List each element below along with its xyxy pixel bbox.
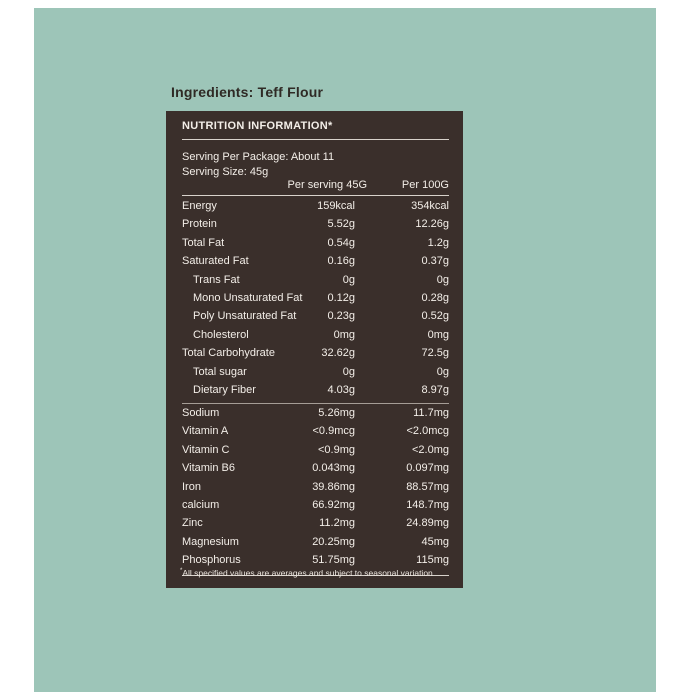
value-per-100g: <2.0mg xyxy=(412,443,449,456)
serving-size: Serving Size: 45g xyxy=(182,166,269,178)
serving-per-package: Serving Per Package: About 11 xyxy=(182,151,335,163)
value-per-serving: 51.75mg xyxy=(312,554,355,567)
value-per-100g: 12.26g xyxy=(415,218,449,231)
table-row xyxy=(182,215,449,233)
table-row xyxy=(182,404,449,422)
nutrient-name: Magnesium xyxy=(182,535,239,548)
table-row xyxy=(182,514,449,532)
nutrient-name: Vitamin B6 xyxy=(182,462,235,475)
table-row xyxy=(182,381,449,399)
table-row xyxy=(182,234,449,252)
nutrient-name: calcium xyxy=(182,498,220,511)
value-per-serving: <0.9mg xyxy=(318,443,355,456)
nutrition-label xyxy=(166,111,463,588)
table-row xyxy=(182,363,449,381)
nutrient-name: Zinc xyxy=(182,517,203,530)
table-row xyxy=(182,289,449,307)
nutrient-name: Cholesterol xyxy=(193,328,249,341)
nutrient-name: Poly Unsaturated Fat xyxy=(193,310,297,323)
nutrient-name: Phosphorus xyxy=(182,554,241,567)
nutrient-name: Sodium xyxy=(182,407,220,419)
nutrient-name: Total Carbohydrate xyxy=(182,347,275,360)
value-per-serving: 39.86mg xyxy=(312,480,355,493)
value-per-serving: 159kcal xyxy=(317,200,355,212)
table-row xyxy=(182,441,449,459)
value-per-serving: 0g xyxy=(342,273,355,286)
value-per-serving: 0.54g xyxy=(327,236,355,249)
nutrient-name: Energy xyxy=(182,200,217,212)
header-divider xyxy=(182,195,449,196)
value-per-100g: 88.57mg xyxy=(406,480,449,493)
table-row xyxy=(182,422,449,440)
nutrient-table-main xyxy=(182,197,449,399)
value-per-100g: 354kcal xyxy=(411,200,449,212)
table-row xyxy=(182,307,449,325)
value-per-100g: 45mg xyxy=(421,535,449,548)
nutrient-name: Total sugar xyxy=(193,365,247,378)
value-per-serving: <0.9mcg xyxy=(312,425,355,438)
nutrient-name: Saturated Fat xyxy=(182,255,249,268)
value-per-100g: 0g xyxy=(436,365,449,378)
value-per-serving: 0.23g xyxy=(327,310,355,323)
value-per-100g: <2.0mcg xyxy=(406,425,449,438)
footnote xyxy=(180,568,433,578)
footnote-text: All specified values are averages and subject to seasonal variation xyxy=(182,568,433,578)
value-per-serving: 11.2mg xyxy=(319,517,355,530)
table-row xyxy=(182,271,449,289)
column-header-per-serving: Per serving 45G xyxy=(287,179,367,191)
value-per-100g: 0g xyxy=(436,273,449,286)
nutrient-name: Dietary Fiber xyxy=(193,383,256,396)
value-per-100g: 72.5g xyxy=(421,347,449,360)
value-per-100g: 0.52g xyxy=(421,310,449,323)
table-row xyxy=(182,496,449,514)
nutrient-name: Vitamin C xyxy=(182,443,230,456)
nutrient-name: Trans Fat xyxy=(193,273,240,286)
value-per-serving: 0.16g xyxy=(327,255,355,268)
value-per-100g: 115mg xyxy=(416,554,449,567)
table-row xyxy=(182,252,449,270)
value-per-serving: 0g xyxy=(342,365,355,378)
table-row xyxy=(182,551,449,569)
column-header-per-100g: Per 100G xyxy=(401,179,449,191)
nutrient-name: Vitamin A xyxy=(182,425,229,438)
value-per-serving: 20.25mg xyxy=(312,535,355,548)
value-per-serving: 66.92mg xyxy=(312,498,355,511)
table-row xyxy=(182,478,449,496)
value-per-100g: 11.7mg xyxy=(413,407,449,419)
ingredients-heading: Ingredients: Teff Flour xyxy=(171,84,324,100)
table-row xyxy=(182,533,449,551)
nutrient-name: Protein xyxy=(182,218,217,231)
nutrient-name: Total Fat xyxy=(182,236,225,249)
footnote-marker: * xyxy=(180,568,183,575)
value-per-100g: 148.7mg xyxy=(406,498,449,511)
table-row xyxy=(182,344,449,362)
value-per-serving: 5.26mg xyxy=(318,407,355,419)
nutrient-table-minerals xyxy=(182,404,449,570)
value-per-100g: 0.28g xyxy=(421,291,449,304)
value-per-serving: 0.043mg xyxy=(312,462,355,475)
table-row xyxy=(182,326,449,344)
value-per-100g: 24.89mg xyxy=(406,517,449,530)
value-per-serving: 0.12g xyxy=(327,291,355,304)
value-per-100g: 0.37g xyxy=(421,255,449,268)
value-per-serving: 0mg xyxy=(333,328,355,341)
value-per-serving: 5.52g xyxy=(327,218,355,231)
value-per-100g: 0mg xyxy=(427,328,449,341)
value-per-serving: 32.62g xyxy=(321,347,355,360)
nutrient-name: Mono Unsaturated Fat xyxy=(193,291,303,304)
table-row xyxy=(182,197,449,215)
nutrition-title: NUTRITION INFORMATION* xyxy=(182,120,333,132)
nutrient-name: Iron xyxy=(182,480,201,493)
value-per-100g: 1.2g xyxy=(427,236,449,249)
value-per-serving: 4.03g xyxy=(327,383,355,396)
title-divider xyxy=(182,139,449,140)
value-per-100g: 8.97g xyxy=(421,383,449,396)
table-row xyxy=(182,459,449,477)
value-per-100g: 0.097mg xyxy=(406,462,449,475)
